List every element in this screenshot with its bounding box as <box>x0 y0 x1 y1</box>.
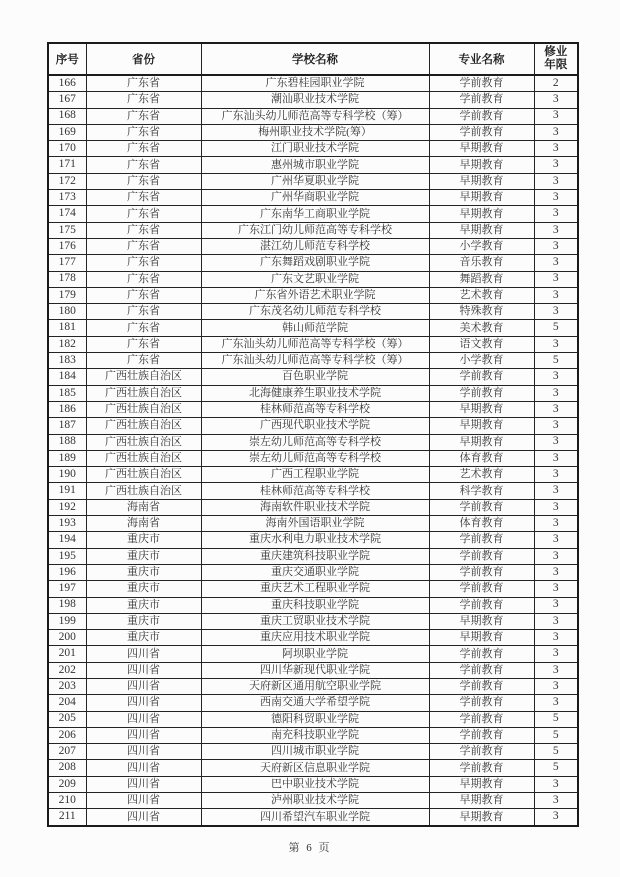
cell-school-name: 四川华新现代职业学院 <box>201 662 429 678</box>
cell-serial-number: 195 <box>48 548 86 564</box>
cell-school-name: 广州华夏职业学院 <box>201 173 429 189</box>
cell-serial-number: 174 <box>48 206 86 222</box>
cell-major-name: 科学教育 <box>429 483 534 499</box>
table-row <box>48 809 578 826</box>
table-row <box>48 630 578 646</box>
cell-province: 广东省 <box>86 206 201 222</box>
cell-serial-number: 204 <box>48 695 86 711</box>
cell-study-years: 3 <box>534 695 578 711</box>
cell-major-name: 美术教育 <box>429 320 534 336</box>
table-row <box>48 401 578 417</box>
cell-province: 广西壮族自治区 <box>86 401 201 417</box>
cell-study-years: 3 <box>534 809 578 826</box>
cell-study-years: 3 <box>534 238 578 254</box>
table-row <box>48 190 578 206</box>
cell-major-name: 学前教育 <box>429 695 534 711</box>
cell-study-years: 3 <box>534 630 578 646</box>
cell-province: 广西壮族自治区 <box>86 467 201 483</box>
cell-school-name: 百色职业学院 <box>201 369 429 385</box>
cell-study-years: 2 <box>534 75 578 92</box>
table-body <box>48 75 578 826</box>
cell-major-name: 学前教育 <box>429 662 534 678</box>
cell-serial-number: 175 <box>48 222 86 238</box>
cell-study-years: 3 <box>534 678 578 694</box>
cell-major-name: 学前教育 <box>429 597 534 613</box>
table-row <box>48 255 578 271</box>
table-row <box>48 287 578 303</box>
cell-major-name: 早期教育 <box>429 809 534 826</box>
cell-study-years: 3 <box>534 499 578 515</box>
cell-study-years: 3 <box>534 467 578 483</box>
table-row <box>48 222 578 238</box>
cell-province: 广东省 <box>86 255 201 271</box>
cell-serial-number: 207 <box>48 744 86 760</box>
table-row <box>48 304 578 320</box>
cell-serial-number: 169 <box>48 124 86 140</box>
cell-school-name: 海南软件职业技术学院 <box>201 499 429 515</box>
table-row <box>48 320 578 336</box>
cell-major-name: 学前教育 <box>429 760 534 776</box>
cell-province: 海南省 <box>86 516 201 532</box>
cell-serial-number: 183 <box>48 353 86 369</box>
cell-serial-number: 198 <box>48 597 86 613</box>
cell-province: 重庆市 <box>86 532 201 548</box>
cell-serial-number: 188 <box>48 434 86 450</box>
cell-school-name: 重庆水利电力职业技术学院 <box>201 532 429 548</box>
cell-serial-number: 173 <box>48 190 86 206</box>
cell-study-years: 3 <box>534 613 578 629</box>
cell-major-name: 早期教育 <box>429 222 534 238</box>
cell-province: 广东省 <box>86 271 201 287</box>
cell-school-name: 四川希望汽车职业学院 <box>201 809 429 826</box>
cell-serial-number: 197 <box>48 581 86 597</box>
header-row <box>48 43 578 75</box>
cell-serial-number: 200 <box>48 630 86 646</box>
cell-study-years: 3 <box>534 434 578 450</box>
cell-study-years: 3 <box>534 108 578 124</box>
cell-school-name: 江门职业技术学院 <box>201 141 429 157</box>
cell-school-name: 巴中职业技术学院 <box>201 776 429 792</box>
cell-province: 四川省 <box>86 760 201 776</box>
cell-serial-number: 201 <box>48 646 86 662</box>
cell-study-years: 3 <box>534 173 578 189</box>
cell-serial-number: 202 <box>48 662 86 678</box>
cell-major-name: 学前教育 <box>429 92 534 108</box>
cell-major-name: 学前教育 <box>429 369 534 385</box>
cell-school-name: 广东汕头幼儿师范高等专科学校（筹） <box>201 336 429 352</box>
table-row <box>48 385 578 401</box>
school-list-table <box>47 42 579 827</box>
cell-major-name: 早期教育 <box>429 630 534 646</box>
table-row <box>48 613 578 629</box>
table-row <box>48 678 578 694</box>
cell-major-name: 舞蹈教育 <box>429 271 534 287</box>
cell-school-name: 重庆艺术工程职业学院 <box>201 581 429 597</box>
cell-school-name: 重庆建筑科技职业学院 <box>201 548 429 564</box>
cell-serial-number: 184 <box>48 369 86 385</box>
cell-serial-number: 210 <box>48 793 86 809</box>
cell-study-years: 3 <box>534 401 578 417</box>
cell-serial-number: 180 <box>48 304 86 320</box>
cell-major-name: 早期教育 <box>429 401 534 417</box>
cell-province: 广东省 <box>86 108 201 124</box>
cell-study-years: 3 <box>534 141 578 157</box>
table-row <box>48 597 578 613</box>
table-row <box>48 141 578 157</box>
cell-province: 广西壮族自治区 <box>86 369 201 385</box>
table-row <box>48 108 578 124</box>
table-row <box>48 581 578 597</box>
cell-province: 广西壮族自治区 <box>86 385 201 401</box>
cell-province: 广东省 <box>86 92 201 108</box>
cell-school-name: 重庆应用技术职业学院 <box>201 630 429 646</box>
table-row <box>48 75 578 92</box>
table-row <box>48 157 578 173</box>
col-header-school: 学校名称 <box>201 43 429 75</box>
cell-school-name: 韩山师范学院 <box>201 320 429 336</box>
cell-school-name: 广东舞蹈戏剧职业学院 <box>201 255 429 271</box>
cell-major-name: 学前教育 <box>429 124 534 140</box>
cell-school-name: 广东茂名幼儿师范专科学校 <box>201 304 429 320</box>
cell-serial-number: 170 <box>48 141 86 157</box>
table-row <box>48 450 578 466</box>
cell-major-name: 学前教育 <box>429 727 534 743</box>
cell-study-years: 3 <box>534 776 578 792</box>
cell-serial-number: 199 <box>48 613 86 629</box>
cell-province: 广东省 <box>86 190 201 206</box>
cell-serial-number: 196 <box>48 564 86 580</box>
cell-major-name: 学前教育 <box>429 532 534 548</box>
table-row <box>48 727 578 743</box>
cell-major-name: 早期教育 <box>429 418 534 434</box>
cell-serial-number: 194 <box>48 532 86 548</box>
cell-study-years: 3 <box>534 255 578 271</box>
cell-serial-number: 189 <box>48 450 86 466</box>
cell-school-name: 广东汕头幼儿师范高等专科学校（筹） <box>201 108 429 124</box>
cell-study-years: 3 <box>534 532 578 548</box>
cell-major-name: 早期教育 <box>429 141 534 157</box>
cell-study-years: 3 <box>534 662 578 678</box>
cell-school-name: 桂林师范高等专科学校 <box>201 401 429 417</box>
table-row <box>48 499 578 515</box>
cell-major-name: 学前教育 <box>429 646 534 662</box>
cell-province: 四川省 <box>86 678 201 694</box>
cell-serial-number: 177 <box>48 255 86 271</box>
cell-serial-number: 172 <box>48 173 86 189</box>
cell-serial-number: 193 <box>48 516 86 532</box>
cell-serial-number: 168 <box>48 108 86 124</box>
cell-province: 广东省 <box>86 222 201 238</box>
cell-school-name: 海南外国语职业学院 <box>201 516 429 532</box>
col-header-province: 省份 <box>86 43 201 75</box>
cell-serial-number: 181 <box>48 320 86 336</box>
cell-study-years: 3 <box>534 336 578 352</box>
cell-province: 重庆市 <box>86 613 201 629</box>
cell-study-years: 3 <box>534 271 578 287</box>
cell-school-name: 重庆科技职业学院 <box>201 597 429 613</box>
cell-province: 广东省 <box>86 353 201 369</box>
cell-serial-number: 166 <box>48 75 86 92</box>
cell-major-name: 学前教育 <box>429 711 534 727</box>
table-row <box>48 483 578 499</box>
cell-study-years: 3 <box>534 646 578 662</box>
table-row <box>48 711 578 727</box>
col-header-no: 序号 <box>48 43 86 75</box>
cell-study-years: 3 <box>534 581 578 597</box>
cell-serial-number: 187 <box>48 418 86 434</box>
cell-major-name: 学前教育 <box>429 499 534 515</box>
cell-province: 四川省 <box>86 809 201 826</box>
cell-study-years: 5 <box>534 744 578 760</box>
cell-major-name: 早期教育 <box>429 206 534 222</box>
cell-province: 广西壮族自治区 <box>86 434 201 450</box>
cell-school-name: 广东碧桂园职业学院 <box>201 75 429 92</box>
cell-province: 四川省 <box>86 776 201 792</box>
cell-study-years: 3 <box>534 385 578 401</box>
cell-school-name: 天府新区信息职业学院 <box>201 760 429 776</box>
cell-serial-number: 192 <box>48 499 86 515</box>
cell-province: 广东省 <box>86 304 201 320</box>
cell-serial-number: 205 <box>48 711 86 727</box>
cell-province: 广东省 <box>86 320 201 336</box>
cell-school-name: 广东省外语艺术职业学院 <box>201 287 429 303</box>
table-row <box>48 206 578 222</box>
cell-major-name: 学前教育 <box>429 548 534 564</box>
cell-province: 广东省 <box>86 173 201 189</box>
cell-study-years: 3 <box>534 516 578 532</box>
cell-major-name: 体育教育 <box>429 450 534 466</box>
cell-school-name: 广东汕头幼儿师范高等专科学校（筹） <box>201 353 429 369</box>
cell-study-years: 3 <box>534 124 578 140</box>
cell-serial-number: 191 <box>48 483 86 499</box>
cell-study-years: 3 <box>534 418 578 434</box>
table-row <box>48 646 578 662</box>
cell-serial-number: 203 <box>48 678 86 694</box>
cell-school-name: 崇左幼儿师范高等专科学校 <box>201 450 429 466</box>
cell-study-years: 3 <box>534 450 578 466</box>
cell-major-name: 学前教育 <box>429 385 534 401</box>
cell-province: 广东省 <box>86 287 201 303</box>
table-row <box>48 418 578 434</box>
cell-major-name: 语文教育 <box>429 336 534 352</box>
cell-study-years: 3 <box>534 222 578 238</box>
cell-serial-number: 211 <box>48 809 86 826</box>
cell-province: 广东省 <box>86 238 201 254</box>
table-row <box>48 760 578 776</box>
table-row <box>48 793 578 809</box>
cell-province: 四川省 <box>86 711 201 727</box>
cell-school-name: 德阳科贸职业学院 <box>201 711 429 727</box>
cell-school-name: 重庆交通职业学院 <box>201 564 429 580</box>
cell-province: 重庆市 <box>86 597 201 613</box>
cell-school-name: 广东江门幼儿师范高等专科学校 <box>201 222 429 238</box>
cell-serial-number: 185 <box>48 385 86 401</box>
cell-study-years: 5 <box>534 320 578 336</box>
cell-province: 四川省 <box>86 646 201 662</box>
cell-major-name: 早期教育 <box>429 793 534 809</box>
cell-serial-number: 167 <box>48 92 86 108</box>
cell-study-years: 3 <box>534 157 578 173</box>
cell-study-years: 5 <box>534 353 578 369</box>
table-row <box>48 173 578 189</box>
cell-school-name: 梅州职业技术学院(筹） <box>201 124 429 140</box>
cell-major-name: 学前教育 <box>429 108 534 124</box>
cell-province: 重庆市 <box>86 548 201 564</box>
cell-school-name: 北海健康养生职业技术学院 <box>201 385 429 401</box>
cell-study-years: 5 <box>534 727 578 743</box>
cell-province: 四川省 <box>86 662 201 678</box>
cell-major-name: 早期教育 <box>429 190 534 206</box>
cell-school-name: 惠州城市职业学院 <box>201 157 429 173</box>
table-row <box>48 467 578 483</box>
cell-province: 重庆市 <box>86 564 201 580</box>
cell-study-years: 3 <box>534 548 578 564</box>
cell-major-name: 学前教育 <box>429 678 534 694</box>
cell-serial-number: 182 <box>48 336 86 352</box>
cell-serial-number: 206 <box>48 727 86 743</box>
cell-study-years: 3 <box>534 483 578 499</box>
cell-province: 广东省 <box>86 157 201 173</box>
cell-serial-number: 208 <box>48 760 86 776</box>
cell-major-name: 学前教育 <box>429 744 534 760</box>
table-row <box>48 744 578 760</box>
cell-study-years: 3 <box>534 304 578 320</box>
cell-school-name: 南充科技职业学院 <box>201 727 429 743</box>
cell-province: 广西壮族自治区 <box>86 450 201 466</box>
cell-major-name: 早期教育 <box>429 173 534 189</box>
cell-province: 四川省 <box>86 744 201 760</box>
cell-province: 重庆市 <box>86 581 201 597</box>
table-row <box>48 516 578 532</box>
col-header-years <box>534 43 578 75</box>
table-row <box>48 776 578 792</box>
cell-school-name: 湛江幼儿师范专科学校 <box>201 238 429 254</box>
cell-province: 广东省 <box>86 141 201 157</box>
cell-study-years: 5 <box>534 711 578 727</box>
cell-school-name: 泸州职业技术学院 <box>201 793 429 809</box>
cell-major-name: 艺术教育 <box>429 287 534 303</box>
cell-serial-number: 186 <box>48 401 86 417</box>
table-row <box>48 238 578 254</box>
cell-serial-number: 176 <box>48 238 86 254</box>
cell-major-name: 小学教育 <box>429 238 534 254</box>
cell-school-name: 广西工程职业学院 <box>201 467 429 483</box>
cell-study-years: 3 <box>534 564 578 580</box>
cell-school-name: 重庆工贸职业技术学院 <box>201 613 429 629</box>
cell-school-name: 广东文艺职业学院 <box>201 271 429 287</box>
table-row <box>48 662 578 678</box>
cell-study-years: 3 <box>534 369 578 385</box>
cell-school-name: 广州华商职业学院 <box>201 190 429 206</box>
cell-major-name: 音乐教育 <box>429 255 534 271</box>
cell-study-years: 3 <box>534 793 578 809</box>
table-row <box>48 92 578 108</box>
table-row <box>48 124 578 140</box>
cell-province: 广东省 <box>86 336 201 352</box>
cell-major-name: 早期教育 <box>429 613 534 629</box>
cell-major-name: 学前教育 <box>429 564 534 580</box>
cell-serial-number: 179 <box>48 287 86 303</box>
cell-major-name: 小学教育 <box>429 353 534 369</box>
cell-school-name: 潮汕职业技术学院 <box>201 92 429 108</box>
cell-province: 重庆市 <box>86 630 201 646</box>
cell-province: 四川省 <box>86 695 201 711</box>
cell-study-years: 3 <box>534 92 578 108</box>
table-row <box>48 336 578 352</box>
cell-school-name: 广西现代职业技术学院 <box>201 418 429 434</box>
cell-major-name: 学前教育 <box>429 581 534 597</box>
cell-study-years: 3 <box>534 287 578 303</box>
table-header <box>48 43 578 75</box>
cell-study-years: 3 <box>534 206 578 222</box>
cell-province: 四川省 <box>86 793 201 809</box>
cell-serial-number: 190 <box>48 467 86 483</box>
cell-province: 广西壮族自治区 <box>86 483 201 499</box>
col-header-major: 专业名称 <box>429 43 534 75</box>
cell-school-name: 桂林师范高等专科学校 <box>201 483 429 499</box>
cell-school-name: 四川城市职业学院 <box>201 744 429 760</box>
cell-serial-number: 171 <box>48 157 86 173</box>
table-row <box>48 695 578 711</box>
cell-school-name: 广东南华工商职业学院 <box>201 206 429 222</box>
cell-major-name: 早期教育 <box>429 434 534 450</box>
cell-major-name: 学前教育 <box>429 75 534 92</box>
cell-study-years: 5 <box>534 760 578 776</box>
col-header-years-label: 修业年限 <box>544 46 568 71</box>
cell-major-name: 早期教育 <box>429 776 534 792</box>
cell-school-name: 西南交通大学希望学院 <box>201 695 429 711</box>
cell-serial-number: 178 <box>48 271 86 287</box>
cell-province: 四川省 <box>86 727 201 743</box>
cell-study-years: 3 <box>534 190 578 206</box>
cell-school-name: 阿坝职业学院 <box>201 646 429 662</box>
table-row <box>48 564 578 580</box>
cell-school-name: 崇左幼儿师范高等专科学校 <box>201 434 429 450</box>
cell-province: 广东省 <box>86 124 201 140</box>
table-row <box>48 353 578 369</box>
table-row <box>48 369 578 385</box>
table-row <box>48 548 578 564</box>
cell-province: 海南省 <box>86 499 201 515</box>
table-row <box>48 532 578 548</box>
cell-major-name: 特殊教育 <box>429 304 534 320</box>
cell-major-name: 早期教育 <box>429 157 534 173</box>
cell-serial-number: 209 <box>48 776 86 792</box>
cell-study-years: 3 <box>534 597 578 613</box>
cell-major-name: 艺术教育 <box>429 467 534 483</box>
cell-school-name: 天府新区通用航空职业学院 <box>201 678 429 694</box>
table-row <box>48 271 578 287</box>
cell-major-name: 体育教育 <box>429 516 534 532</box>
table-row <box>48 434 578 450</box>
cell-province: 广西壮族自治区 <box>86 418 201 434</box>
page-number: 第 6 页 <box>288 842 332 854</box>
cell-province: 广东省 <box>86 75 201 92</box>
